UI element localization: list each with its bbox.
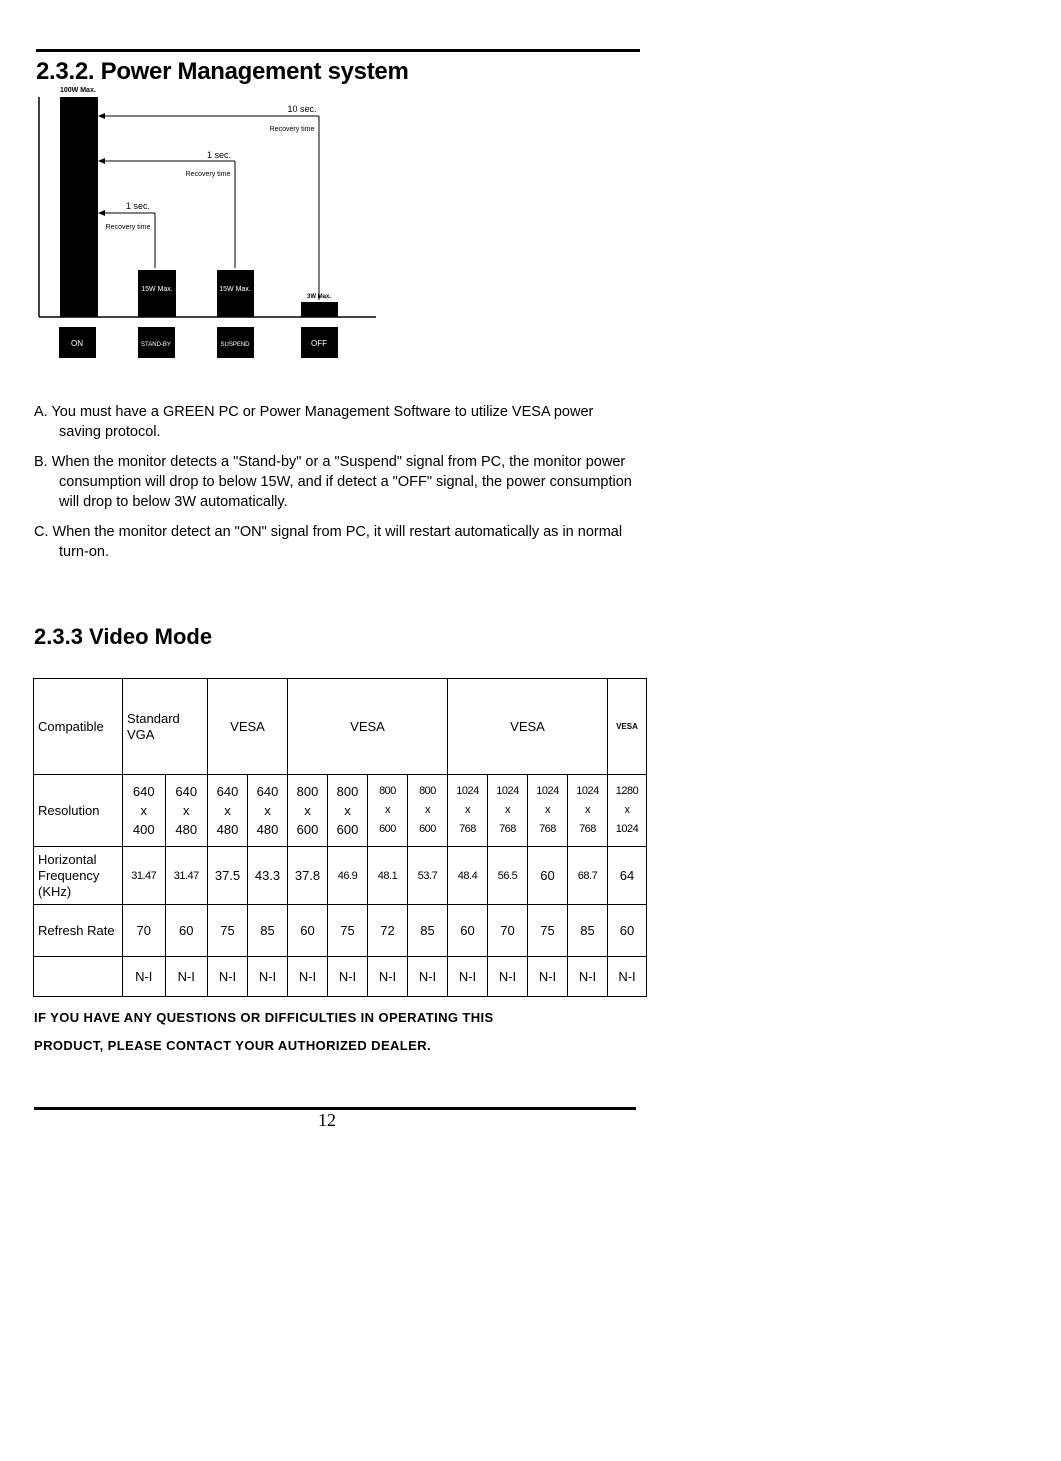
res-width: 1024 xyxy=(496,785,519,797)
scan-mode-cell: N-I xyxy=(123,957,166,997)
compatible-vesa-800: VESA xyxy=(288,679,448,775)
frequency-cell: 37.8 xyxy=(288,847,328,905)
contact-line-1: IF YOU HAVE ANY QUESTIONS OR DIFFICULTIES IN OPERATING THIS xyxy=(34,1010,494,1025)
resolution-cell xyxy=(288,775,328,847)
res-width: 1024 xyxy=(456,785,479,797)
refresh-cell: 75 xyxy=(328,905,368,957)
refresh-cell: 70 xyxy=(123,905,166,957)
resolution-cell xyxy=(528,775,568,847)
row-scan-mode xyxy=(34,957,647,997)
refresh-cell: 60 xyxy=(448,905,488,957)
res-width: 1024 xyxy=(576,785,599,797)
video-mode-table xyxy=(33,678,647,997)
refresh-cell: 75 xyxy=(528,905,568,957)
refresh-cell: 85 xyxy=(248,905,288,957)
page-number: 12 xyxy=(318,1110,336,1130)
res-height: 400 xyxy=(132,822,155,837)
row-refresh xyxy=(34,905,647,957)
res-sep: x xyxy=(224,803,231,818)
resolution-cell xyxy=(488,775,528,847)
res-height: 768 xyxy=(539,823,556,835)
res-width: 640 xyxy=(132,784,155,799)
state-label-suspend: SUSPEND xyxy=(220,342,250,348)
peak-power-label: 100W Max. xyxy=(60,87,96,94)
dealer-contact-notice xyxy=(34,1004,654,1060)
row-resolution xyxy=(34,775,647,847)
res-sep: x xyxy=(585,804,590,816)
recovery-caption-off: Recovery time xyxy=(269,126,315,133)
res-height: 768 xyxy=(499,823,516,835)
section-title-power-management: 2.3.2. Power Management system xyxy=(36,58,409,85)
row-header-refresh: Refresh Rate xyxy=(34,905,123,957)
res-width: 640 xyxy=(256,784,279,799)
recovery-time-off: 10 sec. xyxy=(287,104,317,114)
state-label-off: OFF xyxy=(311,339,327,348)
frequency-cell: 48.4 xyxy=(448,847,488,905)
off-power-bar xyxy=(301,302,338,317)
power-state-diagram xyxy=(0,0,1061,380)
resolution-cell xyxy=(448,775,488,847)
frequency-cell: 48.1 xyxy=(368,847,408,905)
suspend-bar-label: 15W Max. xyxy=(219,286,251,293)
resolution-cell xyxy=(208,775,248,847)
compatible-vesa-1280: VESA xyxy=(608,679,647,775)
arrowhead-standby xyxy=(98,210,105,216)
refresh-cell: 70 xyxy=(488,905,528,957)
scan-mode-cell: N-I xyxy=(208,957,248,997)
standby-bar-label: 15W Max. xyxy=(141,286,173,293)
row-header-compatible: Compatible xyxy=(34,679,123,775)
scan-mode-cell: N-I xyxy=(608,957,647,997)
res-sep: x xyxy=(183,803,190,818)
off-bar-label: 3W Max. xyxy=(306,294,332,300)
state-label-on: ON xyxy=(71,339,83,348)
res-width: 800 xyxy=(379,785,396,797)
recovery-time-standby: 1 sec. xyxy=(125,201,151,211)
note-a: A. You must have a GREEN PC or Power Management Software to utilize VESA power saving protocol. xyxy=(34,404,594,440)
scan-mode-cell: N-I xyxy=(368,957,408,997)
res-height: 480 xyxy=(175,822,198,837)
refresh-cell: 85 xyxy=(408,905,448,957)
scan-mode-cell: N-I xyxy=(248,957,288,997)
scan-mode-cell: N-I xyxy=(328,957,368,997)
frequency-cell: 56.5 xyxy=(488,847,528,905)
note-c: C. When the monitor detect an "ON" signal from PC, it will restart automatically as in normal turn-on. xyxy=(34,524,623,560)
refresh-cell: 75 xyxy=(208,905,248,957)
res-sep: x xyxy=(344,803,351,818)
res-height: 600 xyxy=(379,823,396,835)
resolution-cell xyxy=(368,775,408,847)
resolution-cell xyxy=(328,775,368,847)
res-width: 640 xyxy=(216,784,239,799)
compatible-standard-vga: Standard VGA xyxy=(123,679,208,775)
res-sep: x xyxy=(505,804,510,816)
recovery-caption-standby: Recovery time xyxy=(105,224,151,231)
frequency-cell: 43.3 xyxy=(248,847,288,905)
res-height: 600 xyxy=(296,822,319,837)
res-width: 1280 xyxy=(615,785,639,797)
frequency-cell: 68.7 xyxy=(568,847,608,905)
res-width: 640 xyxy=(175,784,198,799)
res-height: 768 xyxy=(579,823,596,835)
row-header-frequency: Horizontal Frequency (KHz) xyxy=(34,847,123,905)
scan-mode-cell: N-I xyxy=(165,957,208,997)
note-b: B. When the monitor detects a "Stand-by" or a "Suspend" signal from PC, the monitor power consumption will drop to below 15W, and if detect a "OFF" signal, the power consumption will drop to below 3W automatically. xyxy=(34,454,632,510)
refresh-cell: 85 xyxy=(568,905,608,957)
compatible-vesa-640: VESA xyxy=(208,679,288,775)
arrowhead-suspend xyxy=(98,158,105,164)
frequency-cell: 53.7 xyxy=(408,847,448,905)
res-sep: x xyxy=(264,803,271,818)
scan-mode-cell: N-I xyxy=(488,957,528,997)
section-title-video-mode: 2.3.3 Video Mode xyxy=(34,624,213,649)
scan-mode-cell: N-I xyxy=(528,957,568,997)
resolution-cell xyxy=(165,775,208,847)
frequency-cell: 37.5 xyxy=(208,847,248,905)
res-height: 600 xyxy=(336,822,359,837)
res-height: 480 xyxy=(216,822,239,837)
refresh-cell: 72 xyxy=(368,905,408,957)
frequency-cell: 31.47 xyxy=(123,847,166,905)
row-frequency xyxy=(34,847,647,905)
res-height: 480 xyxy=(256,822,279,837)
res-width: 800 xyxy=(419,785,436,797)
res-height: 600 xyxy=(419,823,436,835)
row-header-scan-mode xyxy=(34,957,123,997)
res-width: 800 xyxy=(336,784,359,799)
res-width: 1024 xyxy=(536,785,559,797)
res-sep: x xyxy=(465,804,470,816)
res-sep: x xyxy=(545,804,550,816)
resolution-cell xyxy=(408,775,448,847)
recovery-indicator-standby xyxy=(100,213,155,268)
res-height: 768 xyxy=(459,823,476,835)
recovery-caption-suspend: Recovery time xyxy=(185,171,231,178)
res-sep: x xyxy=(624,804,630,816)
arrowhead-off xyxy=(98,113,105,119)
resolution-cell xyxy=(248,775,288,847)
resolution-cell xyxy=(568,775,608,847)
res-sep: x xyxy=(425,804,430,816)
frequency-cell: 31.47 xyxy=(165,847,208,905)
frequency-cell: 64 xyxy=(608,847,647,905)
resolution-cell xyxy=(608,775,647,847)
refresh-cell: 60 xyxy=(608,905,647,957)
row-header-resolution: Resolution xyxy=(34,775,123,847)
scan-mode-cell: N-I xyxy=(408,957,448,997)
on-power-bar xyxy=(60,97,98,317)
state-label-standby: STAND-BY xyxy=(141,342,171,348)
scan-mode-cell: N-I xyxy=(448,957,488,997)
contact-line-2: PRODUCT, PLEASE CONTACT YOUR AUTHORIZED DEALER. xyxy=(34,1038,432,1053)
row-compatible xyxy=(34,679,647,775)
scan-mode-cell: N-I xyxy=(568,957,608,997)
res-width: 800 xyxy=(296,784,319,799)
res-sep: x xyxy=(304,803,311,818)
scan-mode-cell: N-I xyxy=(288,957,328,997)
power-notes xyxy=(34,402,634,572)
suspend-power-bar xyxy=(217,270,254,317)
frequency-cell: 46.9 xyxy=(328,847,368,905)
refresh-cell: 60 xyxy=(288,905,328,957)
refresh-cell: 60 xyxy=(165,905,208,957)
resolution-cell xyxy=(123,775,166,847)
compatible-vesa-1024: VESA xyxy=(448,679,608,775)
res-height: 1024 xyxy=(615,823,639,835)
standby-power-bar xyxy=(138,270,176,317)
res-sep: x xyxy=(385,804,390,816)
frequency-cell: 60 xyxy=(528,847,568,905)
recovery-time-suspend: 1 sec. xyxy=(206,150,232,160)
res-sep: x xyxy=(140,803,147,818)
